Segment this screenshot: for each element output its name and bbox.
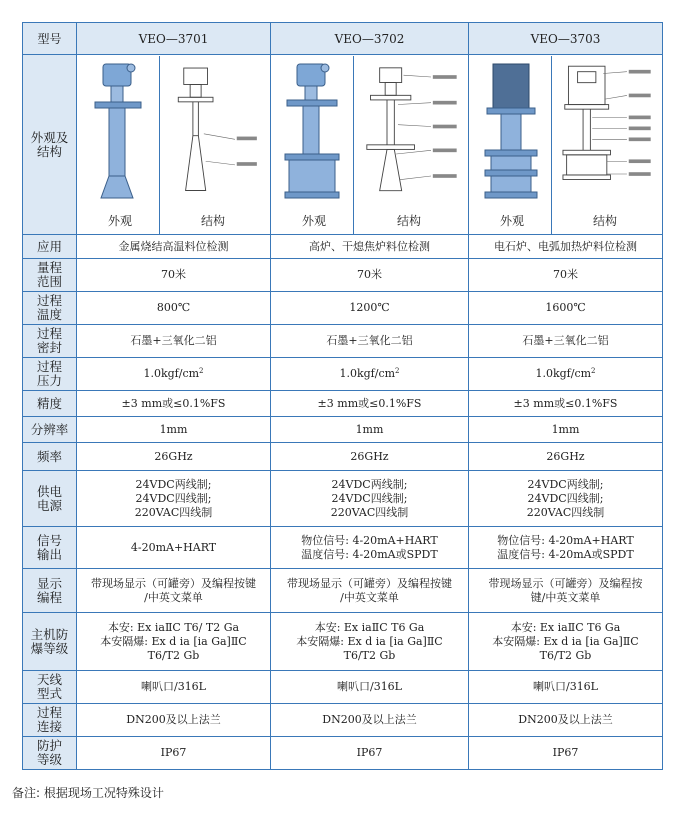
row-range [23,259,663,292]
cell-value: 4-20mA+HART [77,527,271,569]
cell-value: 1mm [271,417,469,443]
exterior-image [81,56,160,234]
cell-value: 金属烧结高温料位检测 [77,235,271,259]
row-label: 过程 密封 [23,325,77,358]
row-display [23,569,663,613]
cell-value: IP67 [271,737,469,770]
row-label: 量程 范围 [23,259,77,292]
row-power [23,471,663,527]
cell-value: DN200及以上法兰 [469,704,663,737]
exterior-caption: 外观 [499,213,524,228]
appearance-label: 外观及 结构 [23,55,77,235]
cell-value: 70米 [271,259,469,292]
radar-structure-illustration [552,56,658,208]
row-connection [23,704,663,737]
cell-value: 本安: Ex iaⅡC T6/ T2 Ga 本安隔爆: Ex d ia [ia Ga]ⅡC T6/T2 Gb [77,613,271,671]
cell-value: $1.0kgf/cm^2$ [271,358,469,391]
cell-value: 带现场显示（可罐旁）及编程按 键/中英文菜单 [469,569,663,613]
radar-exterior-illustration [81,56,159,208]
cell-value: 24VDC两线制; 24VDC四线制; 220VAC四线制 [469,471,663,527]
cell-value: 70米 [469,259,663,292]
row-label: 过程 温度 [23,292,77,325]
row-seal [23,325,663,358]
header-row [23,23,663,55]
cell-value: 26GHz [77,443,271,471]
cell-value: 喇叭口/316L [77,671,271,704]
cell-value: $1.0kgf/cm^2$ [469,358,663,391]
cell-value: DN200及以上法兰 [77,704,271,737]
row-label: 防护 等级 [23,737,77,770]
row-label: 频率 [23,443,77,471]
cell-value: 石墨+三氧化二铝 [469,325,663,358]
row-label: 精度 [23,391,77,417]
cell-value: 800℃ [77,292,271,325]
cell-value: 物位信号: 4-20mA+HART 温度信号: 4-20mA或SPDT [469,527,663,569]
row-label: 供电 电源 [23,471,77,527]
cell-value: ±3 mm或≤0.1%FS [271,391,469,417]
cell-value: 1600℃ [469,292,663,325]
cell-value: 26GHz [469,443,663,471]
row-label: 分辨率 [23,417,77,443]
row-explosion [23,613,663,671]
cell-value: 1mm [77,417,271,443]
cell-value: 喇叭口/316L [271,671,469,704]
row-label: 天线 型式 [23,671,77,704]
row-label: 显示 编程 [23,569,77,613]
cell-value: IP67 [469,737,663,770]
structure-diagram [552,56,658,234]
row-frequency [23,443,663,471]
structure-caption: 结构 [200,213,225,228]
cell-value: 26GHz [271,443,469,471]
spec-table [22,22,663,770]
row-label: 过程 连接 [23,704,77,737]
row-signal [23,527,663,569]
cell-value: 石墨+三氧化二铝 [271,325,469,358]
structure-caption: 结构 [592,213,617,228]
row-label: 主机防 爆等级 [23,613,77,671]
appearance-row [23,55,663,235]
exterior-caption: 外观 [301,213,326,228]
footnote: 备注: 根据现场工况特殊设计 [12,786,164,800]
exterior-image [473,56,552,234]
model-name: VEO—3702 [271,23,469,55]
cell-value: 本安: Ex iaⅡC T6 Ga 本安隔爆: Ex d ia [ia Ga]ⅡC T6/T2 Gb [469,613,663,671]
row-label: 应用 [23,235,77,259]
exterior-caption: 外观 [107,213,132,228]
structure-diagram [160,56,266,234]
row-application [23,235,663,259]
row-temperature [23,292,663,325]
structure-caption: 结构 [396,213,421,228]
cell-value: DN200及以上法兰 [271,704,469,737]
radar-structure-illustration [354,56,464,208]
row-protection [23,737,663,770]
cell-value: 24VDC两线制; 24VDC四线制; 220VAC四线制 [77,471,271,527]
cell-value: ±3 mm或≤0.1%FS [469,391,663,417]
cell-value: ±3 mm或≤0.1%FS [77,391,271,417]
radar-structure-illustration [160,56,266,208]
row-accuracy [23,391,663,417]
cell-value: 24VDC两线制; 24VDC四线制; 220VAC四线制 [271,471,469,527]
row-pressure [23,358,663,391]
header-label: 型号 [23,23,77,55]
cell-value: 带现场显示（可罐旁）及编程按键 /中英文菜单 [77,569,271,613]
radar-exterior-illustration [473,56,551,208]
row-antenna [23,671,663,704]
cell-value: 喇叭口/316L [469,671,663,704]
cell-value: 70米 [77,259,271,292]
cell-value: 高炉、干熄焦炉料位检测 [271,235,469,259]
cell-value: 石墨+三氧化二铝 [77,325,271,358]
model-name: VEO—3701 [77,23,271,55]
row-resolution [23,417,663,443]
cell-value: 1200℃ [271,292,469,325]
row-label: 过程 压力 [23,358,77,391]
model-name: VEO—3703 [469,23,663,55]
cell-value: 1mm [469,417,663,443]
cell-value: 本安: Ex iaⅡC T6 Ga 本安隔爆: Ex d ia [ia Ga]ⅡC T6/T2 Gb [271,613,469,671]
row-label: 信号 输出 [23,527,77,569]
structure-diagram [354,56,464,234]
cell-value: 电石炉、电弧加热炉料位检测 [469,235,663,259]
cell-value: IP67 [77,737,271,770]
cell-value: 带现场显示（可罐旁）及编程按键 /中英文菜单 [271,569,469,613]
cell-value: $1.0kgf/cm^2$ [77,358,271,391]
cell-value: 物位信号: 4-20mA+HART 温度信号: 4-20mA或SPDT [271,527,469,569]
exterior-image [275,56,354,234]
radar-exterior-illustration [275,56,353,208]
